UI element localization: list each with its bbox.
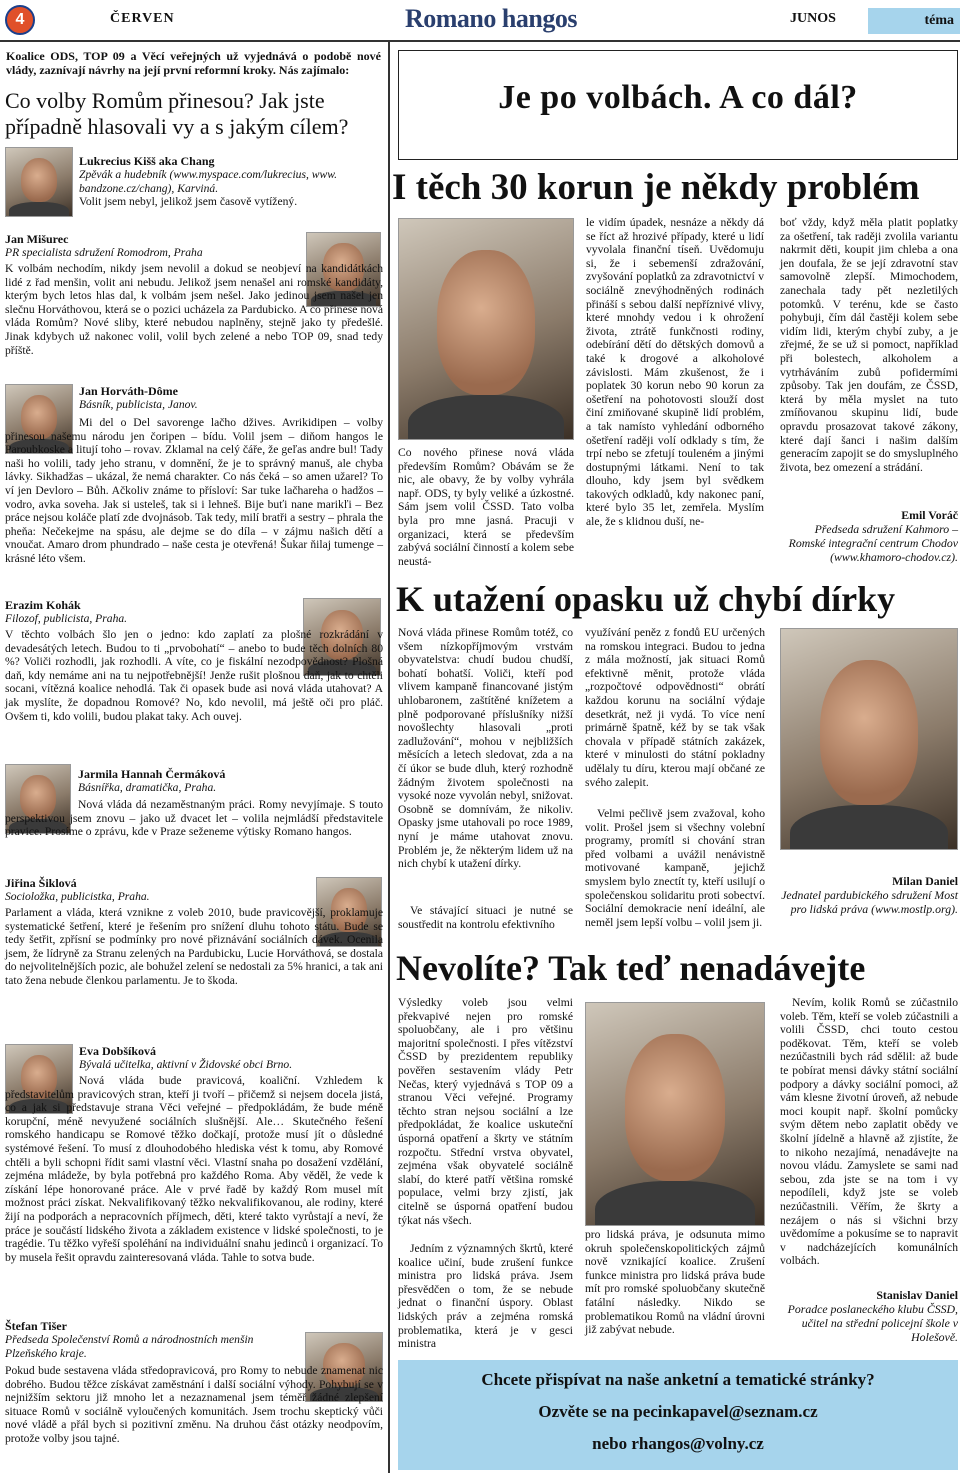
article-col: Co nového přinese nová vláda především Romům? Obávám se že nic, ale obavy, že by volby vyhrála např. ODS, ty byly veliké a úzkostné. Sám jsem volil ČSSD. Tato volba byla pro mne jasná. Pracuji v organizaci, která se především zabývá sociální činností a kolem sebe neustá- <box>398 446 574 568</box>
respondent-name: Jan Mišurec <box>5 232 69 246</box>
page-header <box>0 0 960 42</box>
respondent-name: Jan Horváth-Dôme <box>79 384 178 398</box>
respondent-role: PR specialista sdružení Romodrom, Praha <box>5 246 203 259</box>
signature-name: Emil Voráč <box>901 508 958 522</box>
respondent-role: Básnířka, dramatička, Praha. <box>78 781 217 794</box>
topic-tab <box>868 8 960 34</box>
article-col: Výsledky voleb jsou velmi překvapivé nejen pro romské spoluobčany, ale i pro většinu majoritní společnosti. I přes vítězství ČSSD by prezidentem republiky pověřen sestavením vlády Petr Nečas, který vyjednává s TOP 09 a stranou Věci veřejné. Programy těchto stran nejsou sociální a lze předpokládat, že koalice uskuteční úsporná opatření a škrty ve státním rozpočtu. Střední vrstva obyvatel, zejména však obyvatelé sociálně slabí, do které patří většina romské populace, velmi brzy zjistí, jak citelně se úsporná opatření budou týkat nás všech. <box>398 996 573 1227</box>
page-number-badge <box>5 5 35 35</box>
respondent-role: Básník, publicista, Janov. <box>79 398 198 411</box>
respondent-answer: Pokud bude sestavena vláda středopravicová, pro Romy to nebude znamenat nic dobrého. Budou těžce získávat zaměstnání i další sociální výhody. Pohybují se v nejnižším sektoru již mnoho let a nezaznamenal jsem téměř žádné zlepšení situace Romů v sociálně vyloučených komunitách. Jsem trochu skeptický vůči nové vládě a přál bych si pozitivní změnu. Na druhou část otázky neodpovím, protože volby jsou tajné. <box>5 1364 383 1445</box>
article-col: le vidím úpadek, nesnáze a někdy dá se říct až hrozivé případy, které u lidí vyvolala finanční tíseň. Uvědomuju si, že i sebemenší zdražování, zvyšování poplatků za zdravotnictví v sociálně znevýhodněných rodinách přináší s sebou další nepříznivé vlivy, které mnohdy vedou i k ohrožení života, ztrátě funkčnosti rodiny, odebírání dětí do dětských domovů a také k drogové a alkoholové závislosti. Mám zkušenost, že i poplatek 30 korun nebo 90 korun za ošetření na pohotovosti slouží dost činí zmiňované skupině lidí problém, a tak namísto vyhledání odborného ošetření raději volí odklady s tím, že trpí nebo se zfetují touleném a jinými dostupnými látkami. Není to tak dlouho, kdy jsem byl svědkem takových odkladů, kdy nakonec paní, které bylo 35 let, zemřela. Myslím ale, že s klidnou duší, ne- <box>586 216 764 529</box>
respondent-answer: Nová vláda dá nezaměstnaným práci. Romy nevyjímaje. S touto perspektivou jsem znovu – jako už dvacet let – volila nejmládší představitele pravice. Prosíme o zprávu, kde v Praze seženeme výtisky Romano hangos. <box>5 798 383 839</box>
article-headline: Nevolíte? Tak teď nenadávejte <box>396 948 866 988</box>
signature-name: Stanislav Daniel <box>876 1288 958 1302</box>
respondent-name: Jarmila Hannah Čermáková <box>78 767 226 781</box>
cta-email-2[interactable]: nebo rhangos@volny.cz <box>592 1434 764 1453</box>
cta-line-1: Chcete přispívat na naše anketní a tematické stránky? <box>481 1370 875 1389</box>
banner-title: Je po volbách. A co dál? <box>498 79 858 116</box>
month-label: ČERVEN <box>110 11 175 26</box>
cta-box <box>398 1360 958 1470</box>
respondent-answer: Mi del o Del savorenge lačho džives. Avrikidipen – volby přinesou našemu národu jen čoripen – bídu. Volil jsem – diňom hangos le Paroubkoske a litují toho – rovav. Zklamal na celý čáře, že geľas andre bul! Tady naši ho volili, tady jeho stranu, v domnění, že je to správný manuš, ale chyba lávky. Sikhadžas – ukázal, že nemá charakter. Co nás čeká – so amen užarel? To ví jen Devloro – Bůh. Ačkoliv známe to přísloví: Sar tuke lačhareha o hadžos – vodro, avka soveha. Jak si usteleš, tak si i lehneš. Bije buťi nane marikľi – Bez práce nejsou koláče platí zde dvojnásob. Tak tedy, milí bratři a sestry – phrala the pheňa: Nečekejme na spásu, ale dejme se do díla – v zájmu našich dětí a vnoučat. Amaro drom phundrado – naše cesta je otevřená! Šukar ňilaj tumenge – krásné léto všem. <box>5 416 383 565</box>
left-column <box>0 42 390 1473</box>
respondent-name: Eva Dobšíková <box>79 1044 157 1058</box>
signature-role: Poradce poslaneckého klubu ČSSD, učitel na střední policejní škole v Holešově. <box>787 1302 958 1344</box>
respondent-name: Štefan Tišer <box>5 1319 67 1333</box>
signature <box>780 508 958 564</box>
respondent-role: Předseda Společenství Romů a národnostních menšin Plzeňského kraje. <box>5 1333 254 1360</box>
respondent-answer: Volit jsem nebyl, jelikož jsem časově vytížený. <box>79 195 298 208</box>
respondent-name: Erazim Kohák <box>5 598 81 612</box>
signature <box>780 874 958 916</box>
respondent-answer: V těchto volbách šlo jen o jedno: kdo zaplatí za plošné rozkrádání v devadesátých letech. Budou to ti „prvobohatí“ – anebo to bude těch dolních 80 %? Voliči rozhodli, jak rozhodli. A víte, co je fiskální nezodpovědnost? Plošná daň, kdy nemáme ani na tu nejpotřebnější! Jenže rušit plošnou daň, jak to chtěli socani, vítězná koalice nehodlá. Tak či opasek bude asi nová vláda utahovat? A jak myslíte, že dopadnou Romové? No, kdo nevolil, má ještě oči pro pláč. Ovšem ti, kdo volili, budou plakat taky. Ach ouvej. <box>5 628 383 723</box>
article-col: Nová vláda přinese Romům totéž, co všem nízkopříjmovým vrstvám obyvatelstva: chudí budou chudší, bohatí bohatší. Voliči, kteří pod vlivem kampaně financované jistým uhlobaronem, zaštítěné knížetem a plně podporované příslušníky nižší novošlechty hlasovali „proti zadlužování“, mohou v nejbližších měsících a letech sledovat, zda a na čí úkor se bude dluh, který rozhodně žádným životem společnosti na vysoké noze vyvolán nebyl, snižovat. Osobně se domnívám, že nikoliv. Opasky jsme utahovali po roce 1989, nyní je máme utahovat znovu. Problém je, že některým lidem už na nich chybí k utažení dírky. <box>398 626 573 871</box>
cta-email-1[interactable]: Ozvěte se na pecinkapavel@seznam.cz <box>538 1402 818 1421</box>
respondent-name: Lukrecius Kišš aka Chang <box>79 154 215 168</box>
section-label: JUNOS <box>790 11 836 26</box>
signature-role: Předseda sdružení Kahmoro – Romské integrační centrum Chodov (www.khamoro-chodov.cz). <box>788 522 958 564</box>
article-col: boť vždy, když měla platit poplatky za ošetření, tak raději zvolila variantu nakrmit děti, koupit jim chleba a ona jen doufala, že se její zdravotní stav samovolně zlepší. Mimochodem, zanechala tady pět nezletilých potomků. V terénu, kde se často pohybuji, čím dál častěji kolem sebe vidím lidi, kterým chybí zuby, a je zřejmé, že se už si pomoct, například při bolestech, alkoholem a vytrháváním zubů pofidermími způsoby. Tak jen doufám, ze ČSSD, která by měla myslet na tuto zmíňovanou skupinu lidí, bude opravdu prosazovat takové zákony, které dají šanci i našim dalším generacím zapojit se do smysluplného života, bez omezení a strádání. <box>780 216 958 474</box>
respondent-role: Zpěvák a hudebník (www.myspace.com/lukrecius, www. bandzone.cz/chang), Karviná. <box>79 168 338 195</box>
signature-role: Jednatel pardubického sdružení Most pro lidská práva (www.mostlp.org). <box>781 888 958 916</box>
topic-tab-label: téma <box>924 13 954 28</box>
signature <box>780 1288 958 1344</box>
photo-daniel-stanislav <box>585 1002 765 1226</box>
article-col: využívání peněz z fondů EU určených na romskou integraci. Budou to jedna z mála možností, jak situaci Romů efektivně měnit, protože vláda „rozpočtové odpovědnosti“ obrátí každou korunu na sociální výdaje desetkrát, než ji vydá. To více není primárně špatně, kéž by se tak však chovala v případě státních zakázek, které v minulosti do státní pokladny udělaly tu díru, kterou mají občané ze svého zalepit. <box>585 626 765 789</box>
signature-name: Milan Daniel <box>892 874 958 888</box>
photo-daniel-milan <box>780 628 958 850</box>
respondent-role: Filozof, publicista, Praha. <box>5 612 128 625</box>
masthead-logo: Romano hangos <box>405 4 577 33</box>
photo-vorac <box>398 218 574 440</box>
banner-box <box>398 50 958 160</box>
intro-text: Koalice ODS, TOP 09 a Věcí veřejných už vyjednává o podobě nové vlády, zaznívají návrhy na její první reformní kroky. Nás zajímalo: <box>6 49 381 77</box>
respondent-answer: K volbám nechodím, nikdy jsem nevolil a dokud se neobjeví na kandidátkách lidé z řad menšin, volit ani nebudu. Jelikož jsem nenašel ani romské kandidáty, kterým bych letos hlas dal, k volbám jsem nešel. Jako jedinou jsem našel jen slečnu Horváthovou, která se o pozici ucházela za Pardubicko. A co přinese nová vláda Romům? Nové sliby, které nebudou naplněny, stejně jako ty předešlé. Jinak kdybych už nakonec volil, volil bych zelené a nebo TOP 09, snad tedy příště. <box>5 262 383 357</box>
page-number: 4 <box>15 11 25 28</box>
respondent-answer: Nová vláda bude pravicová, koaliční. Vzhledem k představitelům pravicových stran, kteří ji tvoří – přičemž si nejsem docela jistá, co a jak si představuje strana Věci veřejné – předpokládám, že bude méně korupční, méně nevyužené sociálních slušnější. Ale… Skutečného řešení romského handicapu se Romové těžko dočkají, protože musí jít o důsledné systémové řešení. To musí z dlouhodobého hlediska vést k tomu, aby Romové chtěli a byli schopni řídit sami vlastní věci. Vlastní snaha po dosažení vzdělání, zejména mládeže, by byla potřebná pro každého Roma. Aby věděl, že vede k získání lépe honorované práce. Ale v prvé řadě by každý Rom musel mít možnost práci získat. Nekvalifikovaný těžko nekvalifikovanou, ale rodiny, které žijí na podporách a nepracovních příjmech, děti, které takto vyrůstají a neví, že práce je součástí lidského života a základem existence v lidské společnosti, to je tragédie. Tu těžko vyřeší spoléhání na individuální snahu jedinců i organizací. To by musela řešit opravdu zainteresovaná vláda. Tahle to sotva bude. <box>5 1074 383 1264</box>
respondent-answer: Parlament a vláda, která vznikne z voleb 2010, bude pravicovější, proklamuje systematické šetření, které je řešením pro snížení dluhu tohoto státu. Bude se tedy šetřit, zpřísní se podmínky pro nové přiznávání sociálních dávek. Ocenila jsem, že lídryně za Stranu zelených na Pardubicku, Lucie Horváthová, se dostala do nejvolitelnějších pozic, ale bohužel zelení se nedostali za 5% hranici, a tak ani tato žena nebude členkou parlamentu. Je to škoda. <box>5 906 383 987</box>
article-headline: I těch 30 korun je někdy problém <box>392 167 920 208</box>
article-col: Nevím, kolik Romů se zúčastnilo voleb. Těm, kteří se voleb zúčastnili a volili ČSSD, chci touto cestou poděkovat. Těm, kteří se voleb nezúčastnili bych rád sdělil: až bude te pobírat mensi dávky státní sociální podpory a dávky sociální pomoci, až vám klesne životní úroveň, až nebude moci koupit např. školní pomůcky svým dětem nebo zaplatit obědy ve školní jídelně a hlavně až zjistíte, že to nikoho nezajímá, nenadávejte na novou vládu. Zamyslete se sami nad sebou, zda jste se na tom i vy nepodíleli, když jste se voleb nezúčastnili. Věřím, že škrty a nezájem o nás si všichni brzy uvědomíme a pokusíme se to napravit v nadcházejících komunálních volbách. <box>780 996 958 1268</box>
article-col: pro lidská práva, je odsunuta mimo okruh společenskopolitických zájmů nově vznikající koalice. Zrušení funkce ministra pro lidská práva bude mít pro romské spoluobčany skutečně fatální následky. Nikdo se problematikou Romů na vládní úrovni již zabývat nebude. <box>585 1228 765 1337</box>
respondent-role: Bývalá učitelka, aktivní v Židovské obci Brno. <box>79 1058 293 1071</box>
article-col: Ve stávající situaci je nutné se soustředit na kontrolu efektivního <box>398 904 573 931</box>
respondent-name: Jiřina Šiklová <box>5 876 77 890</box>
article-col: Velmi pečlivě jsem zvažoval, koho volit. Prošel jsem si všechny volební programy, promítl si chování stran před volbami a uvážil nenávistně motivované kampaně, jejichž smyslem bylo znectít ty, kteří usilují o společenskou solidaritu proti sobectví. Sociální demokracie není ideální, ale neměl jsem lepší volbu – volil jsem ji. <box>585 807 765 929</box>
survey-question: Co volby Romům přinesou? Jak jste případně hlasovali vy a s jakým cílem? <box>5 88 349 139</box>
article-headline: K utažení opasku už chybí dírky <box>396 579 896 619</box>
article-col: Jedním z významných škrtů, které koalice učiní, bude zrušení funkce ministra pro lidská práva. Jsem přesvědčen o tom, že se nebude jednat o finanční úspory. Oblast lidských práv a zejména romská problematika, která je v gesci ministra <box>398 1242 573 1351</box>
respondent-role: Socioložka, publicistka, Praha. <box>5 890 150 903</box>
photo-lukrecius <box>5 147 73 217</box>
